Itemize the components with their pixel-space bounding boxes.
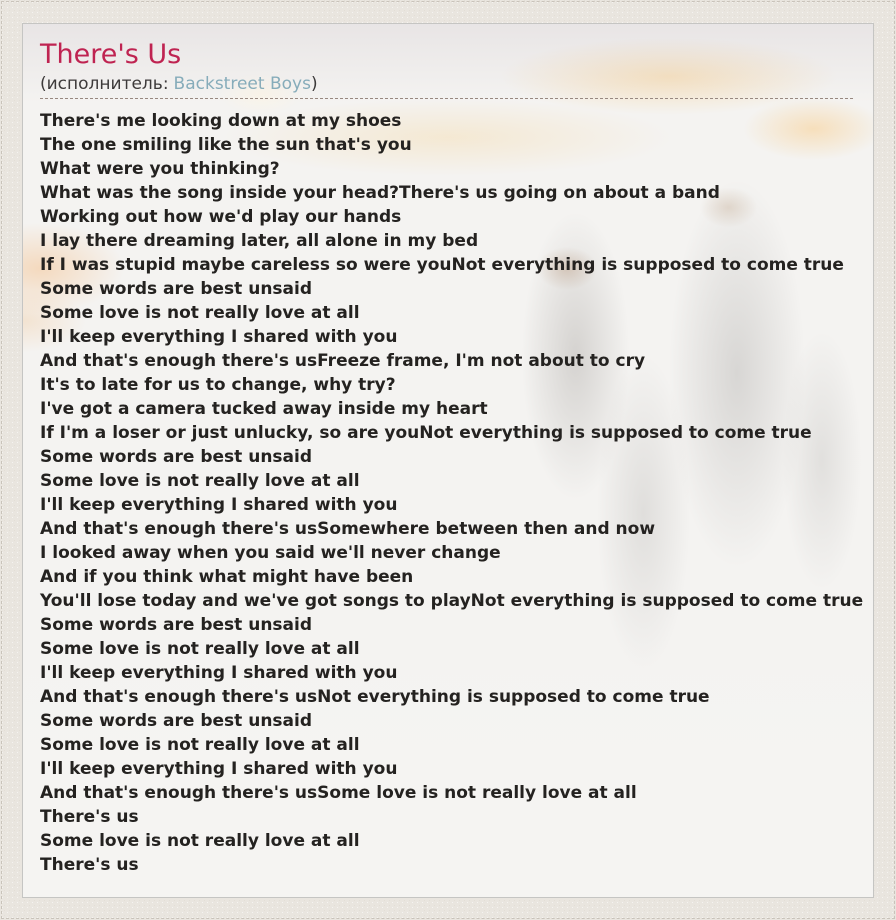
- lyrics-line: I'll keep everything I shared with you: [40, 495, 398, 515]
- lyrics-line: And that's enough there's usFreeze frame, I'm not about to cry: [40, 351, 646, 371]
- artist-label: (исполнитель:: [40, 74, 169, 94]
- artist-line: [40, 73, 853, 95]
- lyrics-line: There's me looking down at my shoes: [40, 111, 402, 131]
- lyrics-line: I'll keep everything I shared with you: [40, 663, 398, 683]
- lyrics-line: I've got a camera tucked away inside my heart: [40, 399, 488, 419]
- lyrics-line: Some words are best unsaid: [40, 279, 313, 299]
- lyrics-line: The one smiling like the sun that's you: [40, 135, 412, 155]
- lyrics-line: Some love is not really love at all: [40, 303, 360, 323]
- lyrics-line: I'll keep everything I shared with you: [40, 759, 398, 779]
- lyrics-line: I lay there dreaming later, all alone in my bed: [40, 231, 479, 251]
- lyrics-line: Some love is not really love at all: [40, 639, 360, 659]
- artist-link[interactable]: Backstreet Boys: [173, 74, 311, 94]
- lyrics-line: Some love is not really love at all: [40, 735, 360, 755]
- lyrics-card: [22, 23, 874, 898]
- lyrics-line: And if you think what might have been: [40, 567, 414, 587]
- lyrics-line: If I was stupid maybe careless so were youNot everything is supposed to come true: [40, 255, 844, 275]
- song-title: There's Us: [40, 39, 182, 70]
- lyrics-line: Some love is not really love at all: [40, 831, 360, 851]
- lyrics-line: Working out how we'd play our hands: [40, 207, 402, 227]
- lyrics-line: You'll lose today and we've got songs to playNot everything is supposed to come true: [40, 591, 864, 611]
- dashed-separator: [40, 98, 853, 99]
- card-content: [23, 24, 873, 877]
- lyrics-line: It's to late for us to change, why try?: [40, 375, 396, 395]
- lyrics-line: There's us: [40, 855, 139, 875]
- lyrics-line: And that's enough there's usSome love is not really love at all: [40, 783, 637, 803]
- lyrics-line: I looked away when you said we'll never change: [40, 543, 501, 563]
- lyrics-line: Some words are best unsaid: [40, 711, 313, 731]
- lyrics-line: There's us: [40, 807, 139, 827]
- artist-line-suffix: ): [310, 74, 318, 94]
- lyrics-line: What was the song inside your head?There's us going on about a band: [40, 183, 720, 203]
- lyrics-line: What were you thinking?: [40, 159, 280, 179]
- lyrics-line: If I'm a loser or just unlucky, so are youNot everything is supposed to come true: [40, 423, 812, 443]
- lyrics-line: Some words are best unsaid: [40, 447, 313, 467]
- lyrics-line: Some words are best unsaid: [40, 615, 313, 635]
- lyrics-line: And that's enough there's usSomewhere between then and now: [40, 519, 656, 539]
- lyrics-line: And that's enough there's usNot everything is supposed to come true: [40, 687, 710, 707]
- lyrics-line: I'll keep everything I shared with you: [40, 327, 398, 347]
- lyrics-text: [40, 109, 864, 877]
- lyrics-line: Some love is not really love at all: [40, 471, 360, 491]
